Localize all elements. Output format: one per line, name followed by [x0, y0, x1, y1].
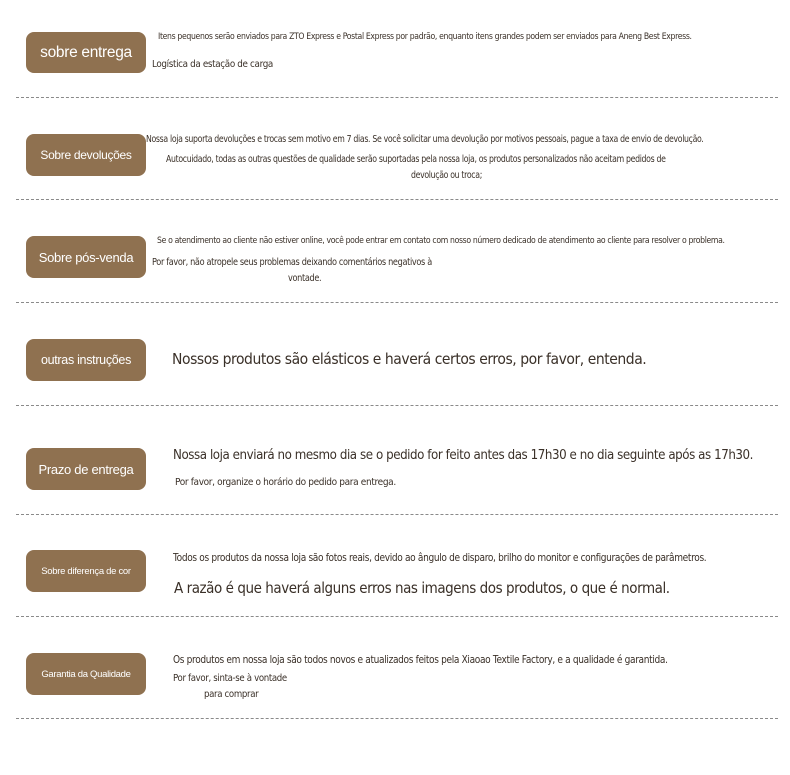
divider [16, 405, 778, 406]
section-text-line: Por favor, sinta-se à vontade [173, 673, 287, 684]
section-text-line: devolução ou troca; [411, 170, 483, 181]
divider [16, 199, 778, 200]
section-text-line: Nossa loja suporta devoluções e trocas sem motivo em 7 dias. Se você solicitar uma devolução por motivos pessoais, pague a taxa de envio de devolução. [146, 134, 704, 145]
section-label-outras-instrucoes: outras instruções [26, 339, 146, 381]
divider [16, 302, 778, 303]
section-text-line: para comprar [204, 689, 259, 700]
divider [16, 514, 778, 515]
section-text-line: Autocuidado, todas as outras questões de qualidade serão suportadas pela nossa loja, os produtos personalizados não aceitam pedidos de [166, 154, 666, 165]
section-label-sobre-devolucoes: Sobre devoluções [26, 134, 146, 176]
section-label-sobre-diferenca-de-cor: Sobre diferença de cor [26, 550, 146, 592]
section-text-line: Por favor, organize o horário do pedido para entrega. [175, 477, 396, 488]
divider [16, 718, 778, 719]
section-text-line: Nossa loja enviará no mesmo dia se o pedido for feito antes das 17h30 e no dia seguinte após as 17h30. [173, 447, 754, 463]
section-text-line: vontade. [288, 273, 322, 284]
divider [16, 616, 778, 617]
section-text-line: A razão é que haverá alguns erros nas imagens dos produtos, o que é normal. [174, 579, 670, 597]
section-text-line: Os produtos em nossa loja são todos novos e atualizados feitos pela Xiaoao Textile Factory, e a qualidade é garantida. [173, 654, 668, 666]
section-text-line: Itens pequenos serão enviados para ZTO Express e Postal Express por padrão, enquanto itens grandes podem ser enviados para Aneng Best Express. [158, 32, 692, 42]
section-label-sobre-pos-venda: Sobre pós-venda [26, 236, 146, 278]
section-text-line: Logística da estação de carga [152, 59, 273, 70]
section-label-garantia-da-qualidade: Garantia da Qualidade [26, 653, 146, 695]
section-label-sobre-entrega: sobre entrega [26, 32, 146, 73]
section-text-line: Se o atendimento ao cliente não estiver online, você pode entrar em contato com nosso número dedicado de atendimento ao cliente para resolver o problema. [157, 236, 725, 246]
divider [16, 97, 778, 98]
section-text-line: Nossos produtos são elásticos e haverá certos erros, por favor, entenda. [172, 350, 647, 368]
section-label-prazo-de-entrega: Prazo de entrega [26, 448, 146, 490]
section-text-line: Todos os produtos da nossa loja são fotos reais, devido ao ângulo de disparo, brilho do monitor e configurações de parâmetros. [173, 552, 707, 564]
section-text-line: Por favor, não atropele seus problemas deixando comentários negativos à [152, 257, 432, 268]
